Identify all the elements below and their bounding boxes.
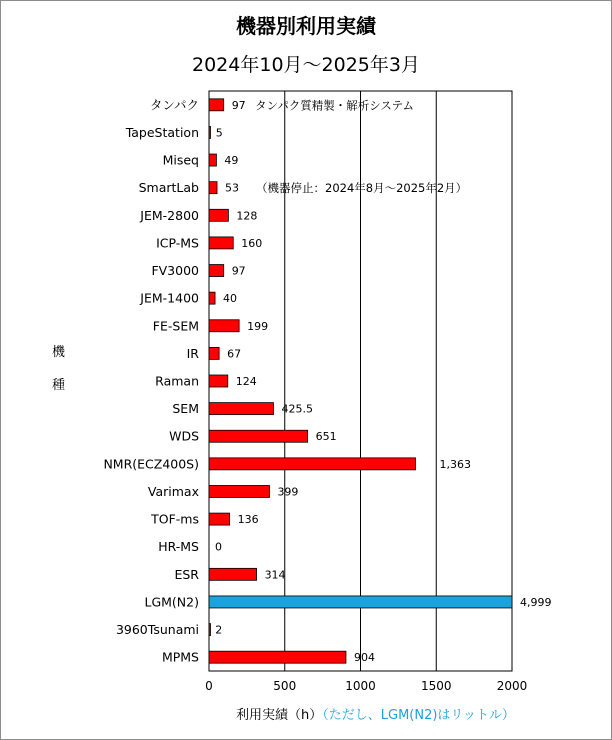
category-label: LGM(N2) xyxy=(144,594,199,610)
value-label: 5 xyxy=(215,126,223,140)
bar xyxy=(209,265,224,277)
bar xyxy=(209,403,273,415)
value-label: 124 xyxy=(235,375,257,388)
chart-subtitle: 2024年10月～2025年3月 xyxy=(192,54,420,76)
bar xyxy=(209,375,228,387)
x-axis-label xyxy=(236,704,515,723)
category-label: Miseq xyxy=(162,152,199,168)
bar xyxy=(209,126,211,138)
bar xyxy=(209,320,239,332)
value-label: 2 xyxy=(215,623,223,637)
x-tick-label: 1000 xyxy=(345,679,376,693)
bar xyxy=(209,430,308,442)
category-label: FE-SEM xyxy=(152,318,199,334)
value-label: 97 xyxy=(231,98,246,112)
category-label: NMR(ECZ400S) xyxy=(103,456,199,472)
category-label: ICP-MS xyxy=(156,235,199,251)
category-label: IR xyxy=(186,345,199,361)
bar xyxy=(209,596,512,608)
bar xyxy=(209,624,211,636)
category-label: TOF-ms xyxy=(151,511,199,527)
bar xyxy=(209,99,224,111)
value-label: 49 xyxy=(224,154,239,168)
value-label: 53 xyxy=(225,181,240,195)
bar xyxy=(209,154,216,166)
bar xyxy=(209,568,257,580)
category-label: TapeStation xyxy=(125,124,199,140)
category-label: JEM-1400 xyxy=(140,290,199,306)
value-label: 136 xyxy=(237,513,259,527)
bar xyxy=(209,182,217,194)
bar xyxy=(209,209,228,221)
category-label: SEM xyxy=(172,401,199,417)
value-label: 314 xyxy=(264,568,286,582)
chart-title: 機器別利用実績 xyxy=(236,14,376,38)
category-label: SmartLab xyxy=(138,180,199,196)
bar xyxy=(209,458,415,470)
category-label: タンパク xyxy=(149,97,199,113)
value-label: 40 xyxy=(223,292,238,306)
x-axis-note: （ただし、LGM(N2)はリットル） xyxy=(322,708,515,723)
y-axis-label-2: 種 xyxy=(52,378,66,393)
value-label: 160 xyxy=(241,236,263,250)
category-label: ESR xyxy=(174,566,199,582)
category-label: FV3000 xyxy=(151,263,199,279)
x-tick-label: 0 xyxy=(205,679,213,693)
value-label: 0 xyxy=(215,540,222,554)
x-tick-label: 1500 xyxy=(420,679,452,693)
value-label: 4,999 xyxy=(520,595,552,609)
value-label: 199 xyxy=(247,319,269,333)
bar xyxy=(209,237,233,249)
annotation: タンパク質精製・解析システム xyxy=(255,98,415,113)
category-label: WDS xyxy=(169,428,199,444)
value-label: 651 xyxy=(315,430,337,444)
category-label: Varimax xyxy=(147,483,199,499)
value-label: 67 xyxy=(227,347,242,361)
value-label: 399 xyxy=(277,485,299,499)
bar xyxy=(209,347,219,359)
category-label: MPMS xyxy=(161,649,199,665)
value-label: 904 xyxy=(353,651,375,665)
category-label: JEM-2800 xyxy=(140,207,199,223)
value-label: 97 xyxy=(231,264,246,278)
annotation: （機器停止：2024年8月～2025年2月） xyxy=(256,181,468,196)
bar xyxy=(209,651,346,663)
value-label: 425.5 xyxy=(281,402,313,416)
category-label: HR-MS xyxy=(158,539,199,555)
x-tick-label: 2000 xyxy=(496,679,528,693)
value-label: 128 xyxy=(236,209,258,223)
category-label: Raman xyxy=(155,373,199,389)
bar xyxy=(209,292,215,304)
x-axis-title: 利用実績（h） xyxy=(236,708,323,723)
y-axis-label-1: 機 xyxy=(52,345,66,360)
bar xyxy=(209,513,230,525)
bar xyxy=(209,485,269,497)
x-tick-label: 500 xyxy=(273,679,297,693)
value-label: 1,363 xyxy=(439,457,471,471)
category-label: 3960Tsunami xyxy=(115,622,199,638)
